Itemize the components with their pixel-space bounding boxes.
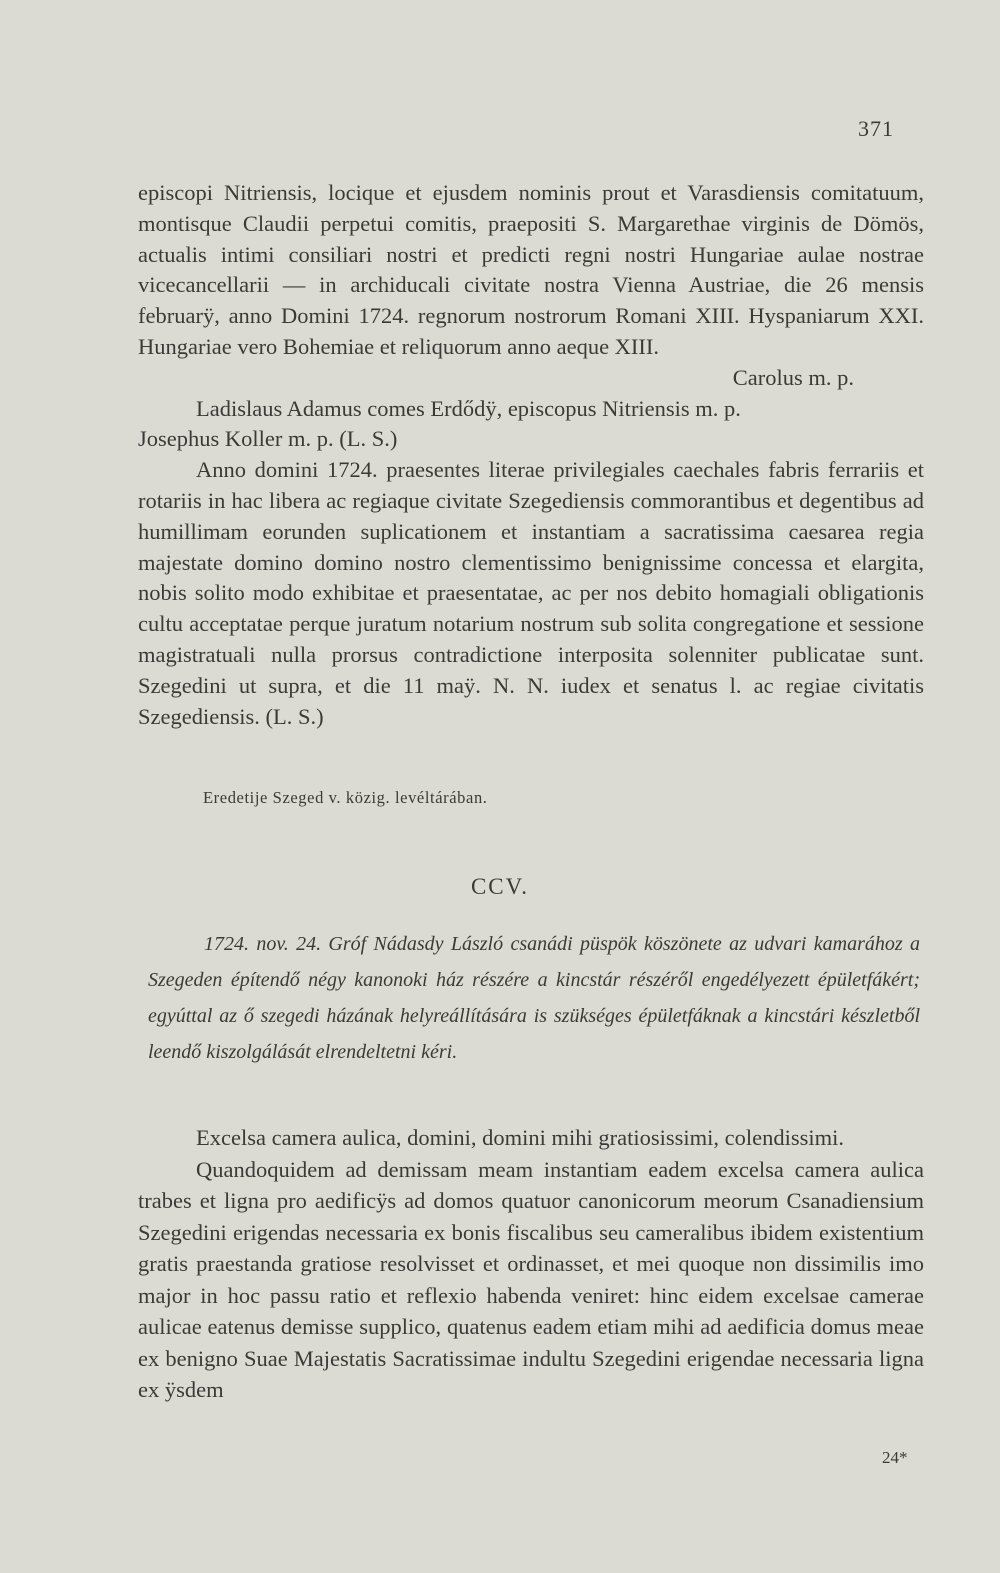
charter-paragraph: episcopi Nitriensis, locique et ejusdem nominis prout et Varasdiensis comitatuum, montisque Claudii perpetui comitis, praepositi S. Margarethae virginis de Dömös, actualis intimi consiliari nostri et predicti regni nostri Hungariae aulae nostrae vicecancellarii — in archiducali civitate nostra Vienna Austriae, die 26 mensis februarӱ, anno Domini 1724. regnorum nostrorum Romani XIII. Hyspaniarum XXI. Hungariae vero Bohemiae et reliquorum anno aeque XIII. bbox=[138, 180, 924, 359]
publication-paragraph: Anno domini 1724. praesentes literae privilegiales caechales fabris ferrariis et rotariis in hac libera ac regiaque civitate Szegediensis commorantibus et degentibus ad humillimam eorunden suplicationem et instantiam a sacratissima caesarea regia majestate domino domino nostro clementissimo benignissime concessa et elargita, nobis solito modo exhibitae et praesentatae, ac per nos debito homagiali obligationis cultu acceptatae perque juratum notarium nostrum sub solita congregatione et sessione magistratuali nulla prorsus contradictione interposita solenniter publicatae sunt. Szegedini ut supra, et die 11 maӱ. N. N. iudex et senatus l. ac regiae civitatis Szegediensis. (L. S.) bbox=[138, 457, 924, 729]
signature-koller: Josephus Koller m. p. (L. S.) bbox=[138, 426, 398, 452]
signature-bishop: Ladislaus Adamus comes Erdődӱ, episcopus Nitriensis m. p. bbox=[196, 395, 741, 421]
printer-signature-mark: 24* bbox=[882, 1448, 908, 1467]
source-note: Eredetije Szeged v. közig. levéltárában. bbox=[203, 788, 488, 807]
letter-salutation: Excelsa camera aulica, domini, domini mihi gratiosissimi, colendissimi. bbox=[196, 1125, 844, 1150]
summary-text: 1724. nov. 24. Gróf Nádasdy László csanádi püspök köszönete az udvari kamarához a Szegeden építendő négy kanonoki ház részére a kincstár részéről engedélyezett épületfákért; egyúttal az ő szegedi házának helyreállítására is szükséges épületfáknak a kincstári készletből leendő kiszolgálását elrendeltetni kéri. bbox=[148, 933, 920, 1063]
letter-body bbox=[138, 1122, 924, 1406]
charter-text bbox=[138, 178, 924, 732]
document-summary bbox=[148, 926, 920, 1070]
page-number: 371 bbox=[858, 116, 894, 141]
section-heading: CCV. bbox=[470, 874, 530, 899]
letter-paragraph: Quandoquidem ad demissam meam instantiam eadem excelsa camera aulica trabes et ligna pro aedificӱs ad domos quatuor canonicorum meorum Csanadiensium Szegedini erigendas necessaria ex bonis fiscalibus seu cameralibus ibidem existentium gratis praestanda gratiose resolvisset et ordinasset, et mei quoque non dissimilis imo major in hoc passu ratio et reflexio habenda veniret: hinc eidem excelsae camerae aulicae eatenus demisse supplico, quatenus eadem etiam mihi ad aedificia domus meae ex benigno Suae Majestatis Sacratissimae indultu Szegedini erigendae necessaria ligna ex ӱsdem bbox=[138, 1156, 924, 1402]
signature-king: Carolus m. p. bbox=[732, 364, 854, 390]
